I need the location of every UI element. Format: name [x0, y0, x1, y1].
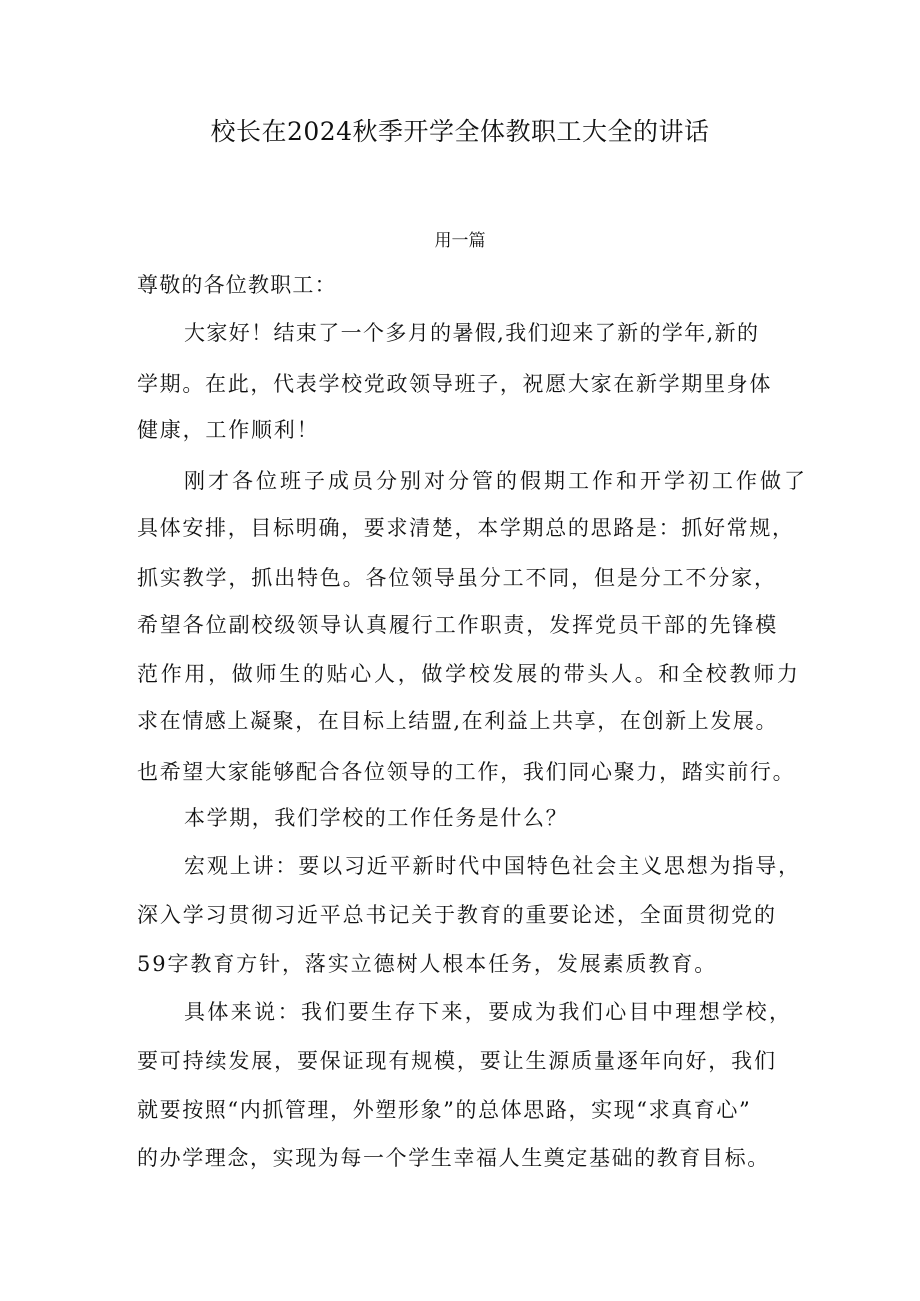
body-line: 的办学理念，实现为每一个学生幸福人生奠定基础的教育目标。: [137, 1146, 770, 1170]
body-line: 抓实教学，抓出特色。各位领导虽分工不同，但是分工不分家，: [137, 566, 777, 590]
document-subtitle: 用一篇: [434, 231, 486, 251]
body-line: 希望各位副校级领导认真履行工作职责，发挥党员干部的先锋模: [137, 613, 779, 637]
body-line: 刚才各位班子成员分别对分管的假期工作和开学初工作做了: [184, 469, 808, 493]
body-line: 就要按照“内抓管理，外塑形象”的总体思路，实现“求真育心”: [137, 1098, 752, 1122]
body-line: 具体来说：我们要生存下来，要成为我们心目中理想学校，: [184, 1000, 793, 1024]
document-title: 校长在2024秋季开学全体教职工大全的讲话: [210, 117, 710, 146]
body-line: 59字教育方针，落实立德树人根本任务，发展素质教育。: [137, 952, 718, 976]
body-line: 学期。在此，代表学校党政领导班子，祝愿大家在新学期里身体: [137, 372, 773, 396]
body-line: 本学期，我们学校的工作任务是什么？: [184, 806, 569, 830]
body-line: 要可持续发展，要保证现有规模，要让生源质量逐年向好，我们: [137, 1049, 777, 1073]
body-line: 健康，工作顺利！: [137, 418, 320, 442]
salutation: 尊敬的各位教职工：: [137, 273, 337, 297]
body-line: 范作用，做师生的贴心人，做学校发展的带头人。和全校教师力: [137, 662, 801, 686]
body-line: 深入学习贯彻习近平总书记关于教育的重要论述，全面贯彻党的: [137, 903, 777, 927]
body-line: 求在情感上凝聚，在目标上结盟,在利益上共享，在创新上发展。: [137, 709, 779, 733]
body-line: 具体安排，目标明确，要求清楚，本学期总的思路是：抓好常规，: [137, 516, 795, 540]
body-line: 宏观上讲：要以习近平新时代中国特色社会主义思想为指导，: [184, 854, 801, 878]
body-line: 也希望大家能够配合各位领导的工作，我们同心聚力，踏实前行。: [137, 760, 796, 784]
body-line: 大家好！结束了一个多月的暑假,我们迎来了新的学年,新的: [184, 321, 760, 345]
